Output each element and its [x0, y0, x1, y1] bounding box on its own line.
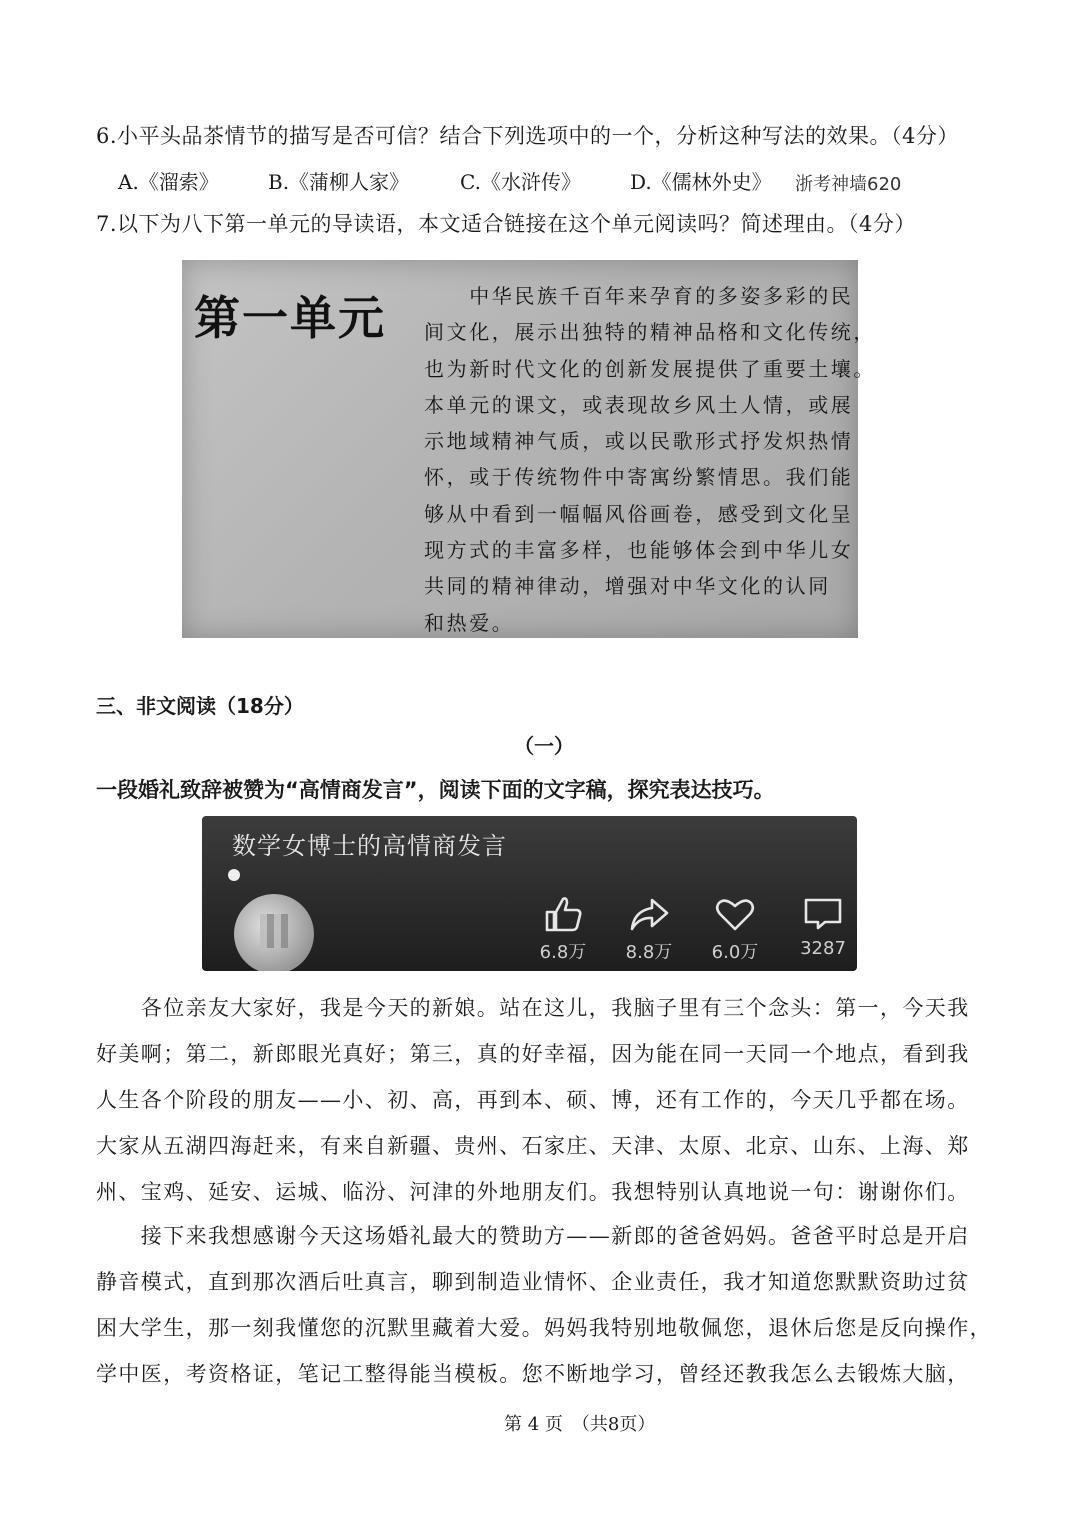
speech-line: 大家从五湖四海赶来，有来自新疆、贵州、石家庄、天津、太原、北京、山东、上海、郑 [96, 1134, 970, 1158]
option-d: D.《儒林外史》 [630, 170, 772, 194]
unit-line: 也为新时代文化的创新发展提供了重要土壤。 [424, 356, 876, 381]
speech-line: 好美啊；第二，新郎眼光真好；第三，真的好幸福，因为能在同一天同一个地点，看到我 [96, 1042, 970, 1066]
speech-line: 州、宝鸡、延安、运城、临汾、河津的外地朋友们。我想特别认真地说一句：谢谢你们。 [96, 1180, 970, 1204]
comment-count: 3287 [800, 938, 846, 959]
heart-icon [713, 894, 757, 934]
speech-line: 人生各个阶段的朋友——小、初、高，再到本、硕、博，还有工作的，今天几乎都在场。 [96, 1088, 970, 1112]
favorite-stat[interactable] [700, 894, 770, 964]
unit-line: 共同的精神律动，增强对中华文化的认同 [424, 574, 831, 599]
thumbs-up-icon [541, 894, 585, 934]
video-title: 数学女博士的高情商发言 [232, 832, 507, 860]
share-stat[interactable] [614, 894, 684, 964]
speech-line: 静音模式，直到那次酒后吐真言，聊到制造业情怀、企业责任，我才知道您默默资助过贫 [96, 1270, 970, 1294]
comment-stat[interactable] [788, 894, 857, 959]
section-title: 三、非文阅读（18分） [96, 694, 304, 718]
question-6: 6.小平头品茶情节的描写是否可信？结合下列选项中的一个，分析这种写法的效果。（4分） [96, 124, 959, 148]
share-count: 8.8万 [625, 942, 673, 963]
unit-intro-image [182, 260, 876, 638]
instruction: 一段婚礼致辞被赞为“高情商发言”，阅读下面的文字稿，探究表达技巧。 [96, 778, 775, 802]
page-number: 第 4 页 （共8页） [504, 1414, 656, 1435]
unit-title: 第一单元 [194, 291, 386, 345]
speech-line: 接下来我想感谢今天这场婚礼最大的赞助方——新郎的爸爸妈妈。爸爸平时总是开启 [96, 1224, 970, 1248]
video-card [202, 816, 857, 971]
unit-intro-text [424, 278, 876, 641]
question-7: 7.以下为八下第一单元的导读语，本文适合链接在这个单元阅读吗？简述理由。（4分） [96, 212, 916, 236]
watermark: 浙考神墙620 [795, 174, 902, 195]
speech-line: 学中医，考资格证，笔记工整得能当模板。您不断地学习，曾经还教我怎么去锻炼大脑， [96, 1362, 970, 1386]
unit-line: 现方式的丰富多样，也能够体会到中华儿女 [424, 538, 854, 563]
share-icon [627, 894, 671, 934]
subsection-title: （一） [514, 734, 574, 758]
option-c: C.《水浒传》 [460, 170, 581, 194]
unit-line: 间文化，展示出独特的精神品格和文化传统， [424, 320, 876, 345]
like-stat[interactable] [528, 894, 598, 964]
speech-line: 各位亲友大家好，我是今天的新娘。站在这儿，我脑子里有三个念头：第一，今天我 [96, 996, 970, 1020]
unit-line: 和热爱。 [424, 610, 515, 635]
avatar [234, 894, 314, 971]
unit-line: 本单元的课文，或表现故乡风土人情，或展 [424, 392, 854, 417]
option-b: B.《蒲柳人家》 [268, 170, 410, 194]
speech-line: 困大学生，那一刻我懂您的沉默里藏着大爱。妈妈我特别地敬佩您，退休后您是反向操作， [96, 1316, 992, 1340]
unit-line: 中华民族千百年来孕育的多姿多彩的民 [424, 284, 854, 308]
progress-dot [228, 869, 240, 881]
unit-line: 示地域精神气质，或以民歌形式抒发炽热情 [424, 429, 854, 454]
unit-line: 怀，或于传统物件中寄寓纷繁情思。我们能 [424, 465, 854, 490]
comment-icon [801, 894, 845, 934]
unit-line: 够从中看到一幅幅风俗画卷，感受到文化呈 [424, 501, 854, 526]
favorite-count: 6.0万 [711, 942, 759, 963]
option-a: A.《溜索》 [118, 170, 219, 194]
like-count: 6.8万 [539, 942, 587, 963]
